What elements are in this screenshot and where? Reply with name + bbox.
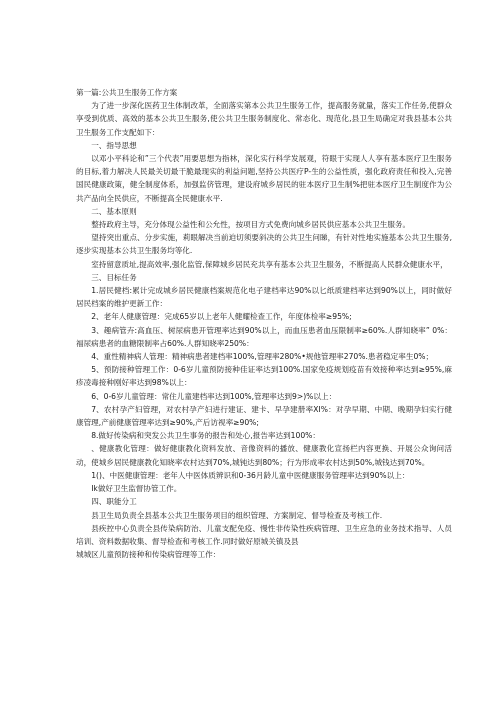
- task-item: 3、趣病管卉:高血压、树尿病患开管理率达到90%以上，而血压患者血压限制率≥60%.人群知晓率” 0%：福尿病患者的血糖限制率占60%.人群知晓率250%：: [76, 325, 452, 348]
- section-2-heading: 二、基本原则: [91, 206, 137, 216]
- section-4-paragraph: 城城区儿童预防接种和传染病管理等工作：: [76, 550, 221, 560]
- section-4-paragraph: 县疾控中心负责全县传染病防治、儿童支配免疫、慢性非传染性疾病管理、卫生应急的业务技术指导、人员培训、资料数据收集、督导检查和考核工作.同时做好原城关镇及县: [76, 523, 452, 546]
- section-2-paragraph: 望持突出重点、分步实施，莉眼解决当前迫切须要斜决的公共卫生问睇，有针对性地实施基本公共卫生服务,逐步实现基本公共卫生服务均等化.: [76, 233, 452, 256]
- section-1-heading: 一、指导思想: [91, 140, 137, 150]
- task-item: 6、0-6岁儿童管理：常住儿童建档率达到100%,管理率达到9>)%以上：: [91, 391, 337, 401]
- task-item: 7、农村孕产妇管理，对农村孕产妇进行建证、建卡、早孕建册率XI%：对孕早期、中期、晚期孕妇实行健康管理,产前健康管理率达到≥90%,产后访视率≥90%;: [76, 404, 452, 428]
- task-item: 1.居民健档:累计完成城乡居民健康档案规范化电子建档率达90%以匕纸质建档率达到90%以上，同时做好居民档案的维护更新工作：: [76, 286, 452, 309]
- section-1-body: 以邓小平科论和”三个代表”用要思想为指林，深化实行科学发展观，符眼于实现人人享有基本医疗卫生服务的目标,着力解决人民最关切最干脆最现实的利益问题,坚持公共医疗P-生的公益性质，强化政府责任和投入,完善国民健康政策，健全制度体系，加强监侪管理，建设府城乡居民的驻本医疗卫生制%把驻本医疗卫生制度作为公共产品向全民供应，不断提高全民健康水平.: [76, 154, 452, 203]
- task-item: 8.做好传染病和突发公共卫生事务的报告和处心,报告率达到100%：: [91, 431, 320, 441]
- task-item: Ik做好卫生监督协管工作。: [91, 484, 182, 494]
- section-4-paragraph: 县卫生局负责全县基本公共卫生服务项目的组织管理、方案制定、督导检查及考核工作.: [91, 510, 383, 520]
- section-2-paragraph: 整持政府主导，充分体现公益性和公允性，按项目方式免费向城乡居民供应基本公共卫生服务。: [91, 220, 411, 230]
- section-4-heading: 四、职能分工: [91, 497, 137, 507]
- document-title: 第一篇:公共卫生服务工作方案: [76, 88, 178, 97]
- task-item: 1()、中医健康管理：老年人中医体质辨识和0-36月龄儿童中医健康服务管理率达到90%以上：: [91, 470, 410, 480]
- task-item: 5、预防接种管理工作：0-6岁儿童预防接种佳证率达到100%.国家免疫规划疫苗有效接种率达到≥95%,麻疹凌毒接种刚好率达到98%以上：: [76, 365, 452, 388]
- intro-paragraph: 为了进一步深化医药卫生体制改革，全面落实第本公共卫生服务工作，提高服务就量，落实工作任务,使群众享受到优质、高效的基本公共卫生服务,使公共卫生服务制度化、常态化、现范化,县卫生局确定对我县基本公共卫生服务工作支配如下：: [76, 101, 452, 137]
- task-item: 、健康教化管理：做好健康教化资料发放、音像资料的播放、健康教化宣扬栏内容更换、开展公众询问活动，使城乡居民健康教化知晓率农村达到70%,城钝达到80%；行为形成率农村达到50%,城钱达到70%。: [76, 444, 452, 467]
- task-item: 2、老年人健康管理：完成65岁以上老年人健耀检查工作，年度体检率≥95%;: [91, 312, 352, 322]
- section-3-heading: 三、目标任务: [91, 272, 137, 282]
- section-2-paragraph: 室持留意质址,提高效率,强化监管,保障城乡居民充共享有基本公共卫生服务，不断提高人民群众健康水平，: [91, 259, 448, 269]
- task-item: 4、重性精神病人管理：精神病患者建档率100%,管理率280%•规他管理率270%.患者稳定率生0%；: [91, 352, 434, 362]
